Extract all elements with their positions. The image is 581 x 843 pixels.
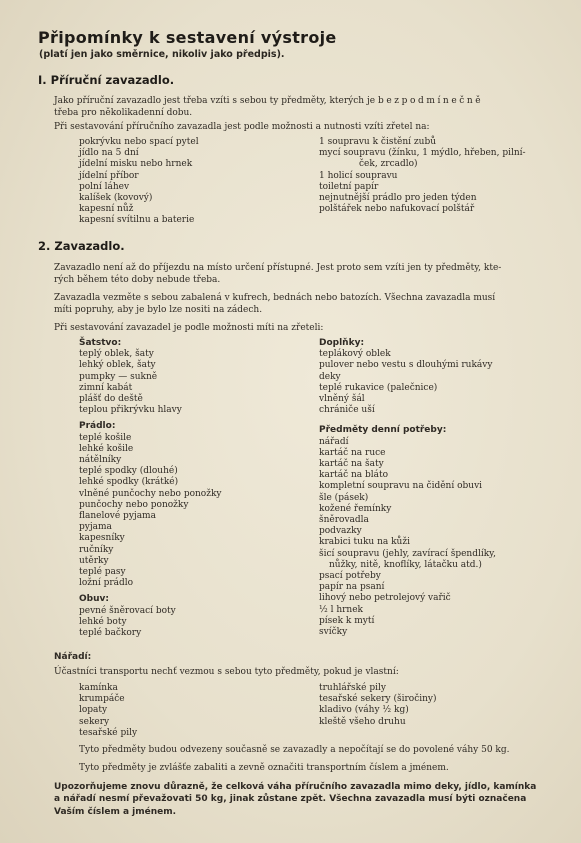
list-item: kladivo (váhy ½ kg) — [319, 705, 409, 716]
list-item: nářadí — [319, 436, 349, 447]
list-item: nátělníky — [79, 455, 122, 466]
list-item: ložní prádlo — [79, 578, 134, 589]
list-item: tesařské sekery (širočiny) — [319, 694, 437, 705]
list-item: plášť do deště — [79, 394, 143, 405]
list-item: lehké boty — [79, 616, 127, 627]
list-item: šicí soupravu (jehly, zavírací špendlíky, — [319, 548, 496, 559]
section2-para2 — [54, 292, 495, 316]
section2-para1-b: rých během této doby nebude třeba. — [54, 275, 221, 286]
list-item: kamínka — [79, 683, 118, 693]
list-item: polštářek nebo nafukovací polštář — [319, 204, 475, 215]
section2-lead: Při sestavování zavazadel je podle možnosti míti na zřeteli: — [54, 323, 324, 333]
naradi-heading: Nářadí: — [54, 652, 92, 662]
list-item: pyjama — [79, 522, 112, 533]
list-item: polní láhev — [79, 181, 130, 192]
final-warning — [54, 781, 536, 818]
section1-intro-c: třeba pro několikadenní dobu. — [54, 108, 193, 119]
section1-right-list — [319, 137, 526, 215]
list-item: kartáč na ruce — [319, 447, 386, 458]
section2-heading: 2. Zavazadlo. — [38, 239, 125, 253]
list-item: kartáč na bláto — [319, 470, 389, 481]
list-item: svíčky — [319, 627, 348, 638]
list-item: teplou přikrývku hlavy — [79, 405, 182, 416]
list-item: pumpky — sukně — [79, 371, 158, 382]
list-item: teplé rukavice (palečnice) — [319, 382, 438, 393]
list-item: šněrovadla — [319, 515, 369, 526]
denni-heading: Předměty denní potřeby: — [319, 425, 447, 436]
list-item: mycí soupravu (žínku, 1 mýdlo, hřeben, pilní- — [319, 148, 526, 159]
list-item: sekery — [79, 716, 110, 727]
final-warning-a: Upozorňujeme znovu důrazně, že celková váha příručního zavazadla mimo deky, jídlo, kamínka — [54, 782, 537, 792]
list-item: pokrývku nebo spací pytel — [79, 137, 199, 147]
list-item: podvazky — [319, 526, 362, 537]
section2-left-column — [79, 338, 222, 639]
section1-lead: Při sestavování příručního zavazadla jest podle možnosti a nutnosti vzíti zřetel na: — [54, 122, 430, 132]
section1-intro-a: Jako příruční zavazadlo jest třeba vzíti s sebou ty předměty, kterých je — [54, 96, 376, 106]
list-item: teplákový oblek — [319, 349, 391, 360]
final-warning-c: Vaším číslem a jménem. — [54, 806, 177, 817]
list-item: šle (pásek) — [319, 492, 369, 503]
list-item: zimní kabát — [79, 382, 133, 393]
section1-intro — [54, 95, 483, 119]
list-item: tesařské pily — [79, 727, 138, 738]
section1-heading: I. Příruční zavazadlo. — [38, 73, 175, 87]
satstvo-heading: Šatstvo: — [79, 338, 122, 348]
list-item: jídelní příbor — [79, 170, 139, 181]
list-item: vlněný šál — [319, 394, 365, 405]
list-item: vlněné punčochy nebo ponožky — [79, 488, 222, 499]
list-item: toiletní papír — [319, 181, 379, 192]
doplnky-heading: Doplňky: — [319, 338, 365, 348]
list-item: teplé spodky (dlouhé) — [79, 466, 178, 477]
list-item: ½ l hrnek — [319, 604, 363, 615]
obuv-heading: Obuv: — [79, 594, 109, 605]
pradlo-heading: Prádlo: — [79, 421, 116, 432]
naradi-left-list — [79, 683, 137, 739]
list-item: písek k mytí — [319, 615, 375, 626]
list-item: teplý oblek, šaty — [79, 349, 154, 360]
section2-right-column — [319, 338, 496, 638]
list-item: kleště všeho druhu — [319, 716, 406, 727]
list-item: utěrky — [79, 555, 109, 566]
list-item: kompletní soupravu na čidění obuvi — [319, 481, 483, 492]
section2-para2-b: míti popruhy, aby je bylo lze nositi na zádech. — [54, 305, 263, 316]
section2-para1 — [54, 262, 501, 286]
list-item: flanelové pyjama — [79, 511, 156, 522]
list-item: psací potřeby — [319, 571, 381, 582]
list-item: kapesní svítilnu a baterie — [79, 215, 195, 226]
list-item: pulover nebo vestu s dlouhými rukávy — [319, 360, 493, 371]
section2-para1-a: Zavazadlo není až do příjezdu na místo určení přístupné. Jest proto sem vzíti jen ty předměty, kte- — [54, 263, 502, 273]
list-item: truhlářské pily — [319, 683, 386, 693]
list-item: deky — [319, 371, 341, 382]
list-item: ručníky — [79, 544, 114, 555]
list-item: jídlo na 5 dní — [79, 148, 139, 159]
list-item: kapesníky — [79, 533, 125, 544]
naradi-right-list — [319, 683, 437, 728]
list-item: teplé pasy — [79, 567, 126, 578]
list-item: krumpáče — [79, 694, 125, 705]
list-item: krabici tuku na kůži — [319, 537, 410, 548]
list-item: pevné šněrovací boty — [79, 605, 176, 616]
note-weight: Tyto předměty budou odvezeny současně se zavazadly a nepočítají se do povolené váhy 50 kg. — [79, 745, 510, 755]
list-item: teplé košile — [79, 432, 132, 443]
page-subtitle: (platí jen jako směrnice, nikoliv jako předpis). — [39, 49, 285, 60]
list-item: kartáč na šaty — [319, 459, 384, 470]
list-item: kalíšek (kovový) — [79, 193, 153, 204]
list-item: lehký oblek, šaty — [79, 360, 156, 371]
list-item: lehké košile — [79, 443, 134, 454]
list-item: 1 soupravu k čistění zubů — [319, 137, 437, 147]
list-item: lehké spodky (krátké) — [79, 477, 179, 488]
final-warning-b: a nářadí nesmí převažovati 50 kg, jinak zůstane zpět. Všechna zavazadla musí býti označena — [54, 794, 527, 805]
note-packing: Tyto předměty je zvlášťe zabaliti a zevně označiti transportním číslem a jménem. — [79, 763, 449, 773]
list-item: nejnutnější prádlo pro jeden týden — [319, 193, 477, 204]
list-item: ček, zrcadlo) — [359, 159, 418, 170]
section1-intro-b: bezpodmínečně — [377, 96, 484, 106]
list-item: nůžky, nitě, knoflíky, látačku atd.) — [329, 559, 482, 570]
page-title: Připomínky k sestavení výstroje — [38, 28, 337, 47]
list-item: jídelní misku nebo hrnek — [79, 159, 193, 170]
list-item: papír na psaní — [319, 582, 385, 593]
list-item: lopaty — [79, 705, 108, 716]
naradi-lead: Účastníci transportu nechť vezmou s sebou tyto předměty, pokud je vlastní: — [54, 667, 399, 677]
list-item: kožené řemínky — [319, 503, 392, 514]
section2-para2-a: Zavazadla vezměte s sebou zabalená v kufrech, bednách nebo batozích. Všechna zavazadla musí — [54, 293, 496, 303]
list-item: chrániče uší — [319, 405, 375, 416]
section1-left-list — [79, 137, 199, 227]
list-item: punčochy nebo ponožky — [79, 499, 189, 510]
list-item: lihový nebo petrolejový vařič — [319, 593, 451, 604]
list-item: 1 holicí soupravu — [319, 170, 398, 181]
list-item: kapesní nůž — [79, 204, 134, 215]
list-item: teplé bačkory — [79, 628, 142, 639]
